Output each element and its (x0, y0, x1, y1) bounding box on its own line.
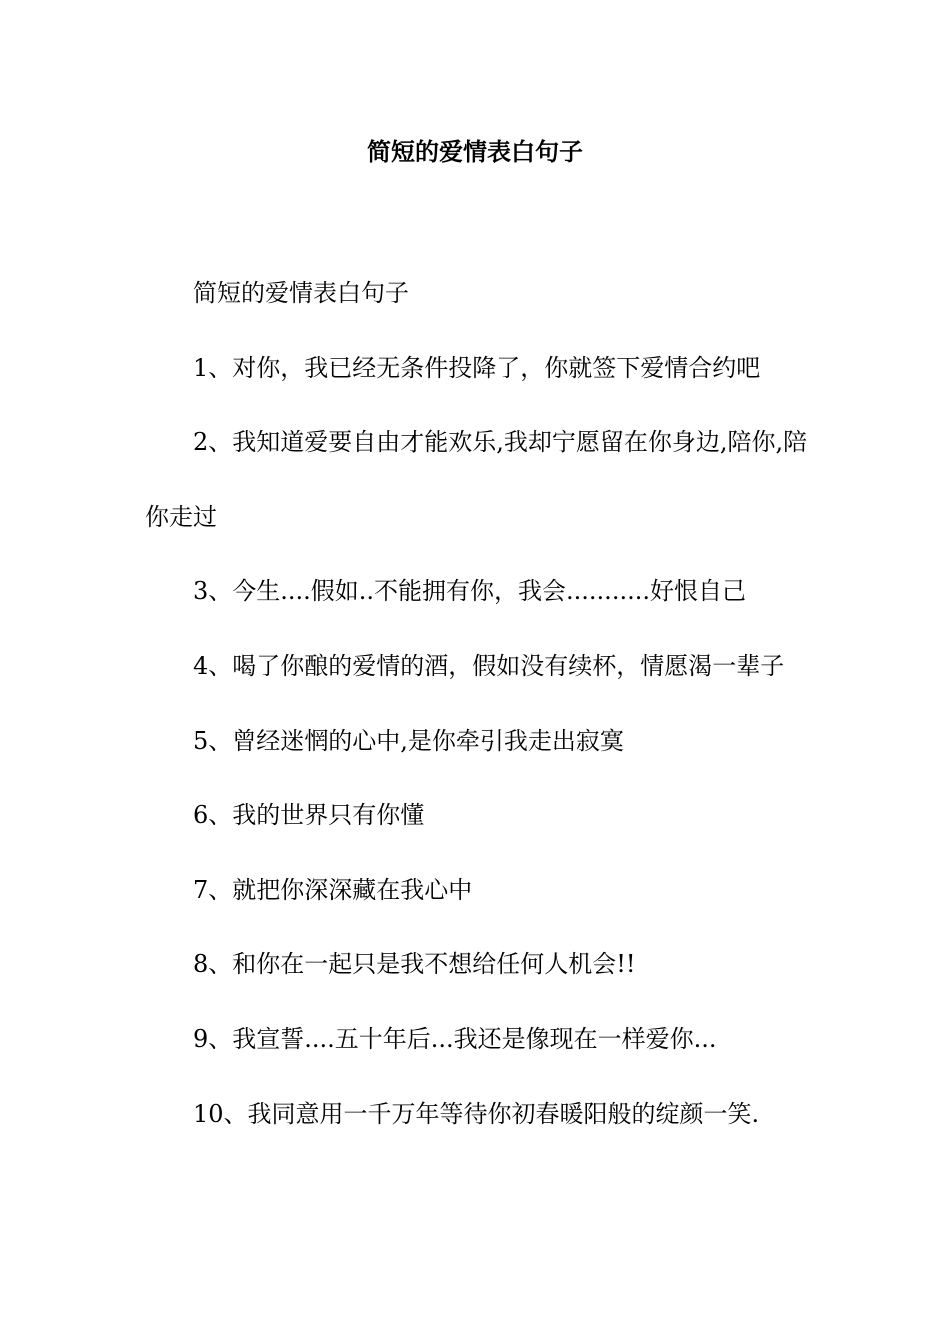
paragraph-item-8: 8、和你在一起只是我不想给任何人机会!! (193, 950, 636, 979)
paragraph-item-4: 4、喝了你酿的爱情的酒，假如没有续杯，情愿渴一辈子 (193, 651, 785, 680)
paragraph-item-6: 6、我的世界只有你懂 (193, 801, 425, 830)
document-body (145, 256, 810, 1151)
paragraph-item-2: 2、我知道爱要自由才能欢乐,我却宁愿留在你身边,陪你,陪你走过 (145, 428, 808, 531)
paragraph-item-5: 5、曾经迷惘的心中,是你牵引我走出寂寞 (193, 726, 624, 755)
paragraph-item-7: 7、就把你深深藏在我心中 (193, 875, 473, 904)
paragraph-item-10: 10、我同意用一千万年等待你初春暖阳般的绽颜一笑. (193, 1099, 760, 1128)
document-title: 简短的爱情表白句子 (367, 137, 583, 166)
paragraph-item-3: 3、今生....假如..不能拥有你，我会...........好恨自己 (193, 577, 746, 606)
paragraph-item-1: 1、对你，我已经无条件投降了，你就签下爱情合约吧 (193, 353, 761, 382)
paragraph-subtitle: 简短的爱情表白句子 (193, 279, 409, 307)
paragraph-item-9: 9、我宣誓....五十年后...我还是像现在一样爱你... (193, 1024, 717, 1053)
